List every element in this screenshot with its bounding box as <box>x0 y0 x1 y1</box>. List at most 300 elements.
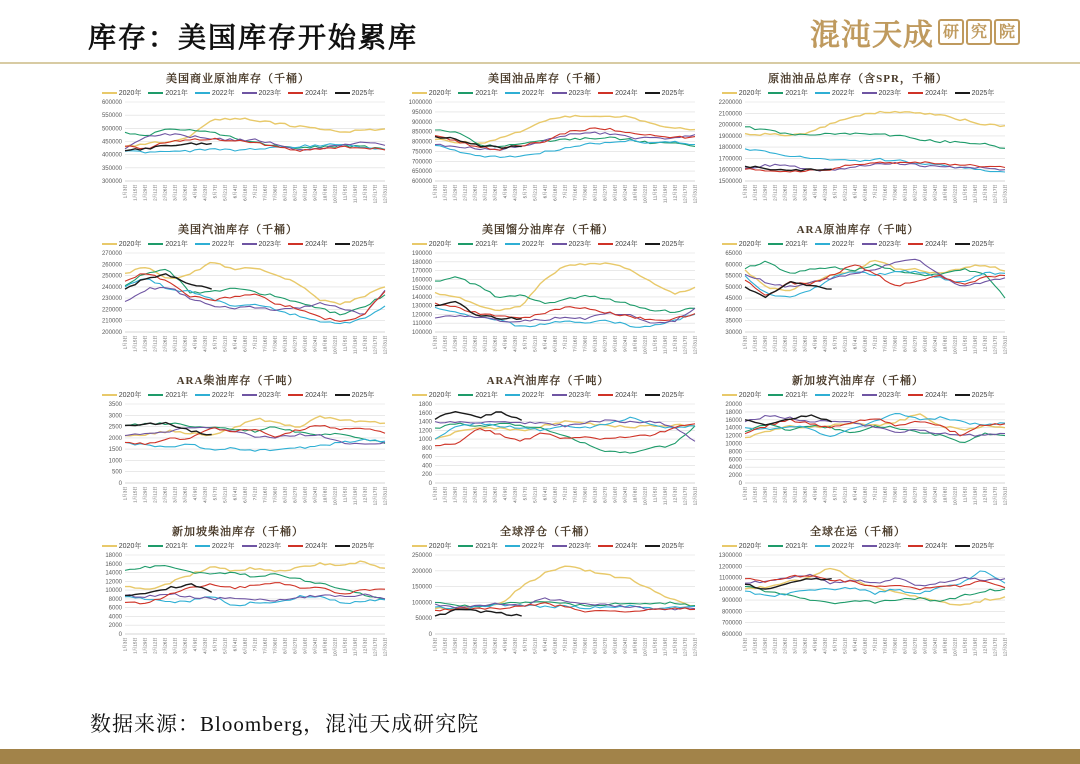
legend-label: 2023年 <box>568 90 592 97</box>
svg-text:7月16日: 7月16日 <box>262 335 268 352</box>
svg-text:6月18日: 6月18日 <box>862 637 868 654</box>
legend-line-icon <box>955 92 970 94</box>
chart-title: 全球浮仓（千桶） <box>500 526 596 538</box>
svg-text:12月31日: 12月31日 <box>382 184 388 204</box>
legend-item <box>815 541 855 551</box>
svg-text:16000: 16000 <box>725 417 742 424</box>
svg-text:18000: 18000 <box>725 409 742 416</box>
legend-item <box>552 541 592 551</box>
svg-text:5月7日: 5月7日 <box>832 335 838 350</box>
svg-text:14000: 14000 <box>725 425 742 432</box>
legend-label: 2024年 <box>925 392 948 399</box>
svg-text:7月2日: 7月2日 <box>562 637 568 652</box>
svg-text:12月3日: 12月3日 <box>362 486 368 503</box>
svg-text:12月17日: 12月17日 <box>682 486 688 506</box>
svg-text:10月8日: 10月8日 <box>942 486 948 503</box>
svg-text:3000: 3000 <box>108 413 122 420</box>
svg-text:600000: 600000 <box>101 100 122 106</box>
svg-text:1000: 1000 <box>418 437 432 444</box>
svg-text:3500: 3500 <box>108 402 122 408</box>
svg-text:1000000: 1000000 <box>718 586 742 593</box>
svg-text:4月23日: 4月23日 <box>202 486 208 503</box>
legend-line-icon <box>645 243 660 245</box>
svg-text:180000: 180000 <box>411 259 432 266</box>
legend-line-icon <box>195 545 210 547</box>
svg-text:11月5日: 11月5日 <box>652 184 658 201</box>
svg-text:6月18日: 6月18日 <box>862 184 868 201</box>
svg-text:11月19日: 11月19日 <box>972 184 978 204</box>
svg-text:7月30日: 7月30日 <box>892 335 898 352</box>
chart-canvas <box>395 250 701 372</box>
legend-line-icon <box>645 545 660 547</box>
data-source-note: 数据来源：Bloomberg，混沌天成研究院 <box>90 712 480 736</box>
chart-title: 美国商业原油库存（千桶） <box>166 73 310 85</box>
svg-text:11月19日: 11月19日 <box>972 637 978 657</box>
svg-text:10月22日: 10月22日 <box>332 184 338 204</box>
svg-text:6月4日: 6月4日 <box>232 486 238 501</box>
svg-text:850000: 850000 <box>411 129 432 136</box>
svg-text:6月18日: 6月18日 <box>242 486 248 503</box>
svg-text:12月31日: 12月31日 <box>692 637 698 657</box>
legend-line-icon <box>552 545 567 547</box>
chart-canvas <box>85 552 391 674</box>
legend-item <box>908 239 948 249</box>
svg-text:4月23日: 4月23日 <box>202 335 208 352</box>
legend-line-icon <box>288 92 303 94</box>
svg-text:3月12日: 3月12日 <box>172 335 178 352</box>
svg-text:2月26日: 2月26日 <box>472 637 478 654</box>
svg-text:8月27日: 8月27日 <box>292 335 298 352</box>
svg-text:5月7日: 5月7日 <box>212 486 218 501</box>
svg-text:2500: 2500 <box>108 424 122 431</box>
svg-text:12月3日: 12月3日 <box>672 486 678 503</box>
legend-item <box>242 390 282 400</box>
svg-text:150000: 150000 <box>411 584 432 591</box>
svg-text:900000: 900000 <box>411 119 432 126</box>
svg-text:1月3日: 1月3日 <box>122 637 128 652</box>
svg-text:8月27日: 8月27日 <box>912 486 918 503</box>
legend-line-icon <box>458 545 473 547</box>
legend-label: 2022年 <box>211 241 235 248</box>
svg-text:1400: 1400 <box>418 419 432 426</box>
series-line-2024年 <box>125 274 385 321</box>
legend-line-icon <box>815 545 830 547</box>
svg-text:12月17日: 12月17日 <box>992 486 998 506</box>
legend-item <box>815 390 855 400</box>
svg-text:11月19日: 11月19日 <box>972 486 978 506</box>
svg-text:5月21日: 5月21日 <box>842 637 848 654</box>
svg-text:1600: 1600 <box>418 410 432 417</box>
svg-text:7月2日: 7月2日 <box>252 184 258 199</box>
svg-text:9月10日: 9月10日 <box>922 184 928 201</box>
series-line-2020年 <box>745 112 1005 136</box>
svg-text:10月22日: 10月22日 <box>642 335 648 355</box>
svg-text:1月29日: 1月29日 <box>762 486 768 503</box>
svg-text:11月19日: 11月19日 <box>352 184 358 204</box>
legend-line-icon <box>722 545 737 547</box>
chart-canvas <box>395 99 701 221</box>
svg-text:11月5日: 11月5日 <box>962 637 968 654</box>
svg-text:11月5日: 11月5日 <box>652 637 658 654</box>
svg-text:190000: 190000 <box>411 251 432 257</box>
svg-text:100000: 100000 <box>411 330 432 336</box>
svg-text:7月2日: 7月2日 <box>872 486 878 501</box>
svg-text:4月23日: 4月23日 <box>822 637 828 654</box>
legend-label: 2021年 <box>475 241 498 248</box>
legend-label: 2021年 <box>165 241 188 248</box>
svg-text:8000: 8000 <box>728 449 742 456</box>
legend-label: 2023年 <box>878 241 902 248</box>
legend-label: 2020年 <box>118 90 142 97</box>
svg-text:1月3日: 1月3日 <box>432 184 438 199</box>
svg-text:6月18日: 6月18日 <box>552 486 558 503</box>
svg-text:4月23日: 4月23日 <box>822 486 828 503</box>
legend-item <box>955 88 995 98</box>
legend-line-icon <box>645 92 660 94</box>
svg-text:2月26日: 2月26日 <box>782 637 788 654</box>
legend-line-icon <box>458 243 473 245</box>
svg-text:2月12日: 2月12日 <box>462 335 468 352</box>
svg-text:8月13日: 8月13日 <box>902 637 908 654</box>
svg-text:3月26日: 3月26日 <box>492 637 498 654</box>
legend-label: 2020年 <box>118 392 142 399</box>
svg-text:250000: 250000 <box>411 553 432 559</box>
legend-item <box>768 541 808 551</box>
legend-label: 2025年 <box>351 241 375 248</box>
legend-label: 2021年 <box>475 543 498 550</box>
svg-text:8月13日: 8月13日 <box>902 335 908 352</box>
legend-item <box>552 390 592 400</box>
svg-text:12月17日: 12月17日 <box>372 335 378 355</box>
svg-text:9月24日: 9月24日 <box>622 184 628 201</box>
svg-text:1月29日: 1月29日 <box>452 637 458 654</box>
legend-line-icon <box>722 92 737 94</box>
series-line-2020年 <box>125 416 385 436</box>
legend-item <box>335 541 375 551</box>
svg-text:1月15日: 1月15日 <box>752 184 758 201</box>
legend-item <box>288 390 328 400</box>
svg-text:4000: 4000 <box>108 614 122 621</box>
svg-text:6月4日: 6月4日 <box>232 335 238 350</box>
svg-text:12月31日: 12月31日 <box>1002 486 1008 506</box>
svg-text:2月12日: 2月12日 <box>462 184 468 201</box>
charts-grid <box>0 64 1080 676</box>
svg-text:16000: 16000 <box>105 561 122 568</box>
svg-text:8月27日: 8月27日 <box>912 335 918 352</box>
svg-text:8月13日: 8月13日 <box>282 637 288 654</box>
svg-text:4月23日: 4月23日 <box>822 184 828 201</box>
svg-text:2月12日: 2月12日 <box>772 486 778 503</box>
chart-1 <box>395 72 701 223</box>
legend-line-icon <box>768 545 783 547</box>
svg-text:8月13日: 8月13日 <box>592 184 598 201</box>
svg-text:12月31日: 12月31日 <box>382 486 388 506</box>
svg-text:5月7日: 5月7日 <box>522 637 528 652</box>
svg-text:3月26日: 3月26日 <box>492 335 498 352</box>
legend-label: 2020年 <box>738 90 762 97</box>
svg-text:9月24日: 9月24日 <box>312 184 318 201</box>
svg-text:1月15日: 1月15日 <box>132 637 138 654</box>
svg-text:4月23日: 4月23日 <box>202 184 208 201</box>
legend-item <box>722 239 762 249</box>
svg-text:11月19日: 11月19日 <box>352 486 358 506</box>
svg-text:6月4日: 6月4日 <box>542 486 548 501</box>
svg-text:1月15日: 1月15日 <box>132 335 138 352</box>
svg-text:1月3日: 1月3日 <box>432 637 438 652</box>
svg-text:3月12日: 3月12日 <box>482 486 488 503</box>
svg-text:5月7日: 5月7日 <box>832 637 838 652</box>
svg-text:6月18日: 6月18日 <box>242 637 248 654</box>
svg-text:11月5日: 11月5日 <box>652 486 658 503</box>
legend-label: 2023年 <box>568 543 592 550</box>
svg-text:1月3日: 1月3日 <box>122 184 128 199</box>
svg-text:4月9日: 4月9日 <box>502 637 508 652</box>
legend-line-icon <box>505 92 520 94</box>
svg-text:3月12日: 3月12日 <box>172 486 178 503</box>
svg-text:900000: 900000 <box>721 598 742 605</box>
svg-text:11月5日: 11月5日 <box>342 184 348 201</box>
legend-label: 2021年 <box>785 392 808 399</box>
legend-label: 2024年 <box>305 90 328 97</box>
svg-text:700000: 700000 <box>721 620 742 627</box>
svg-text:0: 0 <box>738 481 742 487</box>
svg-text:10月8日: 10月8日 <box>632 637 638 654</box>
chart-title: 全球在运（千桶） <box>810 526 906 538</box>
svg-text:35000: 35000 <box>725 318 742 325</box>
svg-text:4月9日: 4月9日 <box>502 486 508 501</box>
svg-text:7月30日: 7月30日 <box>582 335 588 352</box>
legend-item <box>862 541 902 551</box>
svg-text:8月27日: 8月27日 <box>292 637 298 654</box>
svg-text:10月8日: 10月8日 <box>322 184 328 201</box>
svg-text:9月10日: 9月10日 <box>922 335 928 352</box>
svg-text:2月26日: 2月26日 <box>782 486 788 503</box>
svg-text:7月30日: 7月30日 <box>582 637 588 654</box>
legend-label: 2021年 <box>165 90 188 97</box>
legend-item <box>102 390 142 400</box>
legend-item <box>862 390 902 400</box>
svg-text:9月10日: 9月10日 <box>302 486 308 503</box>
svg-text:6月4日: 6月4日 <box>852 637 858 652</box>
svg-text:1600000: 1600000 <box>718 167 742 174</box>
legend-item <box>768 88 808 98</box>
legend-item <box>412 390 452 400</box>
legend-label: 2023年 <box>258 90 282 97</box>
legend-item <box>195 541 235 551</box>
svg-text:2000: 2000 <box>108 435 122 442</box>
legend-line-icon <box>722 394 737 396</box>
svg-text:9月24日: 9月24日 <box>622 335 628 352</box>
svg-text:1800000: 1800000 <box>718 145 742 152</box>
legend-item <box>955 541 995 551</box>
svg-text:11月19日: 11月19日 <box>662 184 668 204</box>
svg-text:200000: 200000 <box>101 330 122 336</box>
svg-text:150000: 150000 <box>411 286 432 293</box>
legend-line-icon <box>862 394 877 396</box>
svg-text:1900000: 1900000 <box>718 133 742 140</box>
svg-text:5月21日: 5月21日 <box>222 184 228 201</box>
svg-text:8月13日: 8月13日 <box>282 486 288 503</box>
legend-item <box>908 390 948 400</box>
svg-text:6月18日: 6月18日 <box>242 184 248 201</box>
svg-text:8月27日: 8月27日 <box>602 486 608 503</box>
svg-text:2月26日: 2月26日 <box>162 637 168 654</box>
svg-text:5月7日: 5月7日 <box>522 335 528 350</box>
legend-line-icon <box>195 394 210 396</box>
legend-line-icon <box>505 394 520 396</box>
svg-text:12月17日: 12月17日 <box>372 184 378 204</box>
svg-text:7月30日: 7月30日 <box>892 637 898 654</box>
svg-text:0: 0 <box>118 481 122 487</box>
svg-text:2月26日: 2月26日 <box>472 486 478 503</box>
legend-line-icon <box>458 394 473 396</box>
svg-text:1000000: 1000000 <box>408 100 432 106</box>
legend-label: 2024年 <box>925 90 948 97</box>
svg-text:4月23日: 4月23日 <box>822 335 828 352</box>
svg-text:2月26日: 2月26日 <box>782 335 788 352</box>
svg-text:1月15日: 1月15日 <box>752 637 758 654</box>
svg-text:170000: 170000 <box>411 268 432 275</box>
svg-text:6月18日: 6月18日 <box>862 335 868 352</box>
svg-text:2月12日: 2月12日 <box>152 184 158 201</box>
svg-text:3月26日: 3月26日 <box>182 184 188 201</box>
svg-text:3月26日: 3月26日 <box>182 335 188 352</box>
svg-text:210000: 210000 <box>101 318 122 325</box>
legend-item <box>458 88 498 98</box>
svg-text:8月13日: 8月13日 <box>282 335 288 352</box>
legend-label: 2025年 <box>971 241 995 248</box>
svg-text:11月19日: 11月19日 <box>352 335 358 355</box>
svg-text:1月3日: 1月3日 <box>742 335 748 350</box>
legend-item <box>955 239 995 249</box>
svg-text:6月4日: 6月4日 <box>542 637 548 652</box>
legend-line-icon <box>768 243 783 245</box>
svg-text:600: 600 <box>421 454 432 461</box>
svg-text:12月3日: 12月3日 <box>982 637 988 654</box>
legend-line-icon <box>815 394 830 396</box>
svg-text:9月24日: 9月24日 <box>312 335 318 352</box>
svg-text:2月26日: 2月26日 <box>782 184 788 201</box>
svg-text:5月21日: 5月21日 <box>532 486 538 503</box>
legend-label: 2025年 <box>971 392 995 399</box>
svg-text:1月29日: 1月29日 <box>452 335 458 352</box>
legend-line-icon <box>242 92 257 94</box>
svg-text:12月31日: 12月31日 <box>1002 335 1008 355</box>
svg-text:7月2日: 7月2日 <box>872 637 878 652</box>
svg-text:5月21日: 5月21日 <box>532 184 538 201</box>
svg-text:7月2日: 7月2日 <box>562 184 568 199</box>
svg-text:270000: 270000 <box>101 251 122 257</box>
legend-item <box>148 239 188 249</box>
svg-text:4月9日: 4月9日 <box>192 486 198 501</box>
svg-text:7月16日: 7月16日 <box>572 637 578 654</box>
legend-label: 2020年 <box>428 90 452 97</box>
legend-label: 2025年 <box>351 90 375 97</box>
svg-text:12月17日: 12月17日 <box>372 637 378 657</box>
legend-line-icon <box>908 243 923 245</box>
svg-text:11月5日: 11月5日 <box>652 335 658 352</box>
svg-text:12月3日: 12月3日 <box>672 184 678 201</box>
svg-text:700000: 700000 <box>411 159 432 166</box>
legend-label: 2023年 <box>258 543 282 550</box>
svg-text:12月17日: 12月17日 <box>992 335 998 355</box>
svg-text:11月5日: 11月5日 <box>962 184 968 201</box>
svg-text:3月12日: 3月12日 <box>792 486 798 503</box>
legend-label: 2022年 <box>831 392 855 399</box>
chart-legend <box>395 389 701 401</box>
legend-label: 2025年 <box>661 543 685 550</box>
svg-text:2月12日: 2月12日 <box>772 335 778 352</box>
legend-item <box>722 390 762 400</box>
series-line-2023年 <box>745 259 1005 287</box>
svg-text:12000: 12000 <box>725 433 742 440</box>
series-line-2020年 <box>435 116 695 144</box>
legend-item <box>552 88 592 98</box>
svg-text:4月23日: 4月23日 <box>512 335 518 352</box>
svg-text:11月19日: 11月19日 <box>662 486 668 506</box>
svg-text:8月27日: 8月27日 <box>602 184 608 201</box>
svg-text:750000: 750000 <box>411 149 432 156</box>
svg-text:1月15日: 1月15日 <box>752 335 758 352</box>
svg-text:8月27日: 8月27日 <box>602 637 608 654</box>
svg-text:300000: 300000 <box>101 179 122 185</box>
svg-text:11月19日: 11月19日 <box>662 637 668 657</box>
svg-text:8月13日: 8月13日 <box>592 486 598 503</box>
svg-text:7月2日: 7月2日 <box>252 486 258 501</box>
chart-title: ARA汽油库存（千吨） <box>486 375 610 387</box>
svg-text:18000: 18000 <box>105 553 122 559</box>
legend-item <box>862 239 902 249</box>
svg-text:0: 0 <box>428 481 432 487</box>
svg-text:1200: 1200 <box>418 428 432 435</box>
svg-text:7月16日: 7月16日 <box>262 184 268 201</box>
svg-text:400: 400 <box>421 463 432 470</box>
svg-text:6月18日: 6月18日 <box>552 637 558 654</box>
svg-text:7月16日: 7月16日 <box>882 486 888 503</box>
svg-text:3月26日: 3月26日 <box>492 184 498 201</box>
svg-text:7月2日: 7月2日 <box>872 335 878 350</box>
svg-text:6000: 6000 <box>108 605 122 612</box>
legend-line-icon <box>148 243 163 245</box>
svg-text:4月9日: 4月9日 <box>192 184 198 199</box>
svg-text:1500000: 1500000 <box>718 179 742 185</box>
chart-canvas <box>85 401 391 523</box>
svg-text:800: 800 <box>421 445 432 452</box>
svg-text:11月19日: 11月19日 <box>352 637 358 657</box>
legend-line-icon <box>862 243 877 245</box>
svg-text:5月21日: 5月21日 <box>842 486 848 503</box>
svg-text:1200000: 1200000 <box>718 564 742 571</box>
legend-label: 2025年 <box>351 392 375 399</box>
svg-text:600000: 600000 <box>721 632 742 638</box>
legend-item <box>552 239 592 249</box>
svg-text:350000: 350000 <box>101 165 122 172</box>
svg-text:4000: 4000 <box>728 465 742 472</box>
svg-text:9月24日: 9月24日 <box>312 637 318 654</box>
svg-text:5月21日: 5月21日 <box>222 637 228 654</box>
legend-label: 2025年 <box>971 543 995 550</box>
chart-canvas <box>705 99 1011 221</box>
svg-text:1500: 1500 <box>108 447 122 454</box>
svg-text:6月4日: 6月4日 <box>232 184 238 199</box>
legend-line-icon <box>908 92 923 94</box>
svg-text:200: 200 <box>421 472 432 479</box>
svg-text:10月22日: 10月22日 <box>952 486 958 506</box>
svg-text:140000: 140000 <box>411 294 432 301</box>
legend-label: 2023年 <box>568 392 592 399</box>
legend-line-icon <box>288 243 303 245</box>
svg-text:5月21日: 5月21日 <box>842 184 848 201</box>
